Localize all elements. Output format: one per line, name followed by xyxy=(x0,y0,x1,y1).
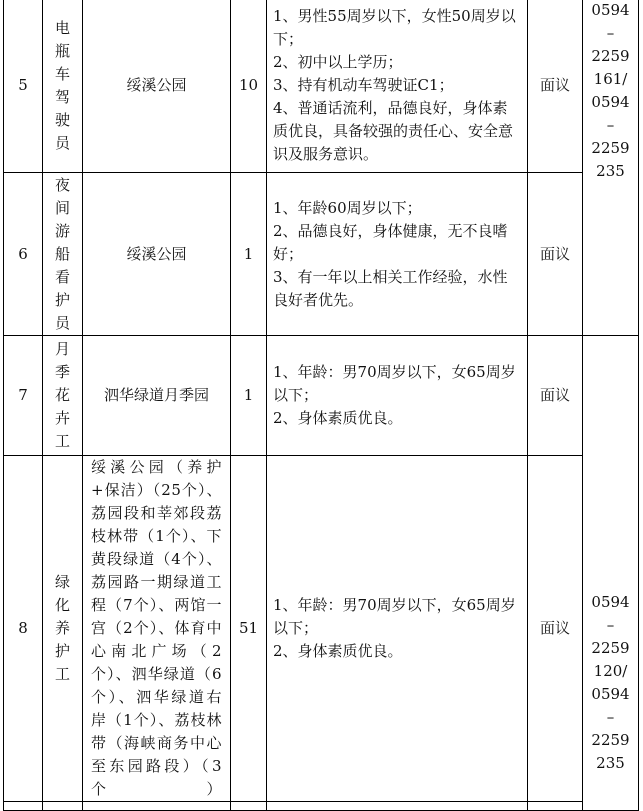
table-row xyxy=(4,173,639,336)
headcount: 1 xyxy=(231,173,267,336)
salary-method: 面议 xyxy=(528,0,583,173)
location: 绥溪公园 xyxy=(83,173,231,336)
location: 绥溪公园（养护+保洁）（25个）、荔园段和莘郊段荔枝林带（1个）、下黄段绿道（4个）、荔园路一期绿道工程（7个）、两馆一宫（2个）、体育中心南北广场（2个）、泗华绿道（6个）、泗华绿道右岸（1个）、荔枝林带（海峡商务中心至东园路段）（3个） xyxy=(83,456,231,802)
row-number: 7 xyxy=(4,336,43,456)
job-title: 电 瓶 车 驾 驶 员 xyxy=(43,0,83,173)
headcount: 51 xyxy=(231,456,267,802)
table-row xyxy=(4,456,639,802)
salary-method: 面议 xyxy=(528,456,583,802)
table-row xyxy=(4,336,639,456)
requirements: 1、年龄：男70周岁以下，女65周岁以下； 2、身体素质优良。 xyxy=(267,336,528,456)
row-number: 5 xyxy=(4,0,43,173)
contact-phone: 0594 – 2259 161/ 0594 – 2259 235 xyxy=(583,0,639,336)
row-number: 8 xyxy=(4,456,43,802)
salary-method: 面议 xyxy=(528,173,583,336)
location: 绥溪公园 xyxy=(83,0,231,173)
salary-method: 面议 xyxy=(528,336,583,456)
headcount: 10 xyxy=(231,0,267,173)
row-number: 6 xyxy=(4,173,43,336)
requirements: 1、年龄60周岁以下； 2、品德良好，身体健康，无不良嗜好； 3、有一年以上相关工作经验，水性良好者优先。 xyxy=(267,173,528,336)
location: 泗华绿道月季园 xyxy=(83,336,231,456)
job-title: 夜 间 游 船 看 护 员 xyxy=(43,173,83,336)
requirements: 1、年龄：男70周岁以下，女65周岁以下； 2、身体素质优良。 xyxy=(267,456,528,802)
contact-phone: 0594 – 2259 120/ 0594 – 2259 235 xyxy=(583,336,639,811)
requirements: 1、男性55周岁以下，女性50周岁以下； 2、初中以上学历； 3、持有机动车驾驶证C1； 4、普通话流利，品德良好，身体素质优良，具备较强的责任心、安全意识及服务意识。 xyxy=(267,0,528,173)
job-table xyxy=(3,0,639,811)
job-title: 绿 化 养 护 工 xyxy=(43,456,83,802)
table-row-partial xyxy=(4,802,639,811)
job-title: 月 季 花 卉 工 xyxy=(43,336,83,456)
table-row xyxy=(4,0,639,173)
headcount: 1 xyxy=(231,336,267,456)
